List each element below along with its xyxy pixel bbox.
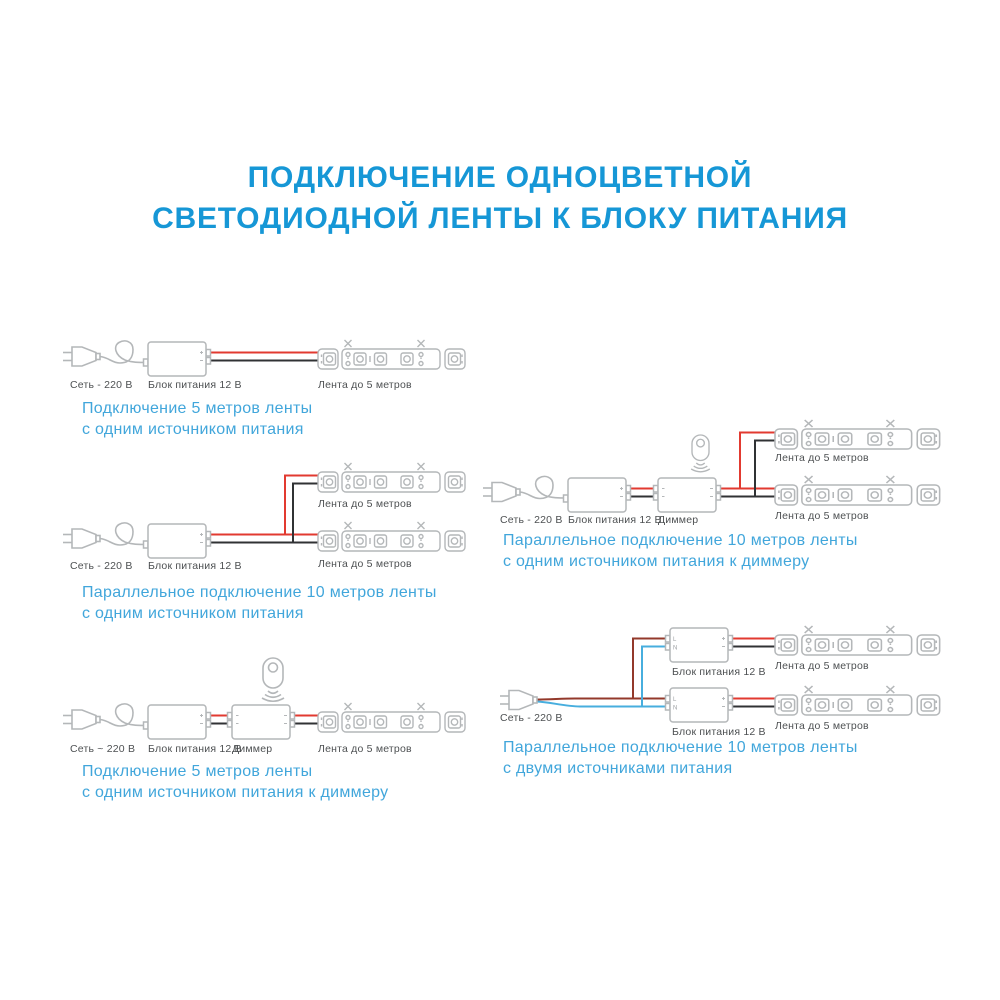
dimmer-box [654,478,721,512]
mains-label: Сеть ~ 220 В [70,743,136,755]
strip-label-bottom: Лента до 5 метров [318,558,412,570]
psu-box [144,342,211,376]
strip-label-bottom: Лента до 5 метров [775,510,869,522]
diagram-caption: Параллельное подключение 10 метров ленты с двумя источниками питания [503,739,858,777]
remote-icon [691,435,710,472]
diagram-3-graphic [60,660,490,752]
psu-box [144,524,211,558]
remote-icon [262,658,284,701]
strip-label-top: Лента до 5 метров [775,452,869,464]
led-strip-top [775,626,940,655]
diagram-2-parallel-one-psu [60,455,490,630]
page-title-line2: СВЕТОДИОДНОЙ ЛЕНТЫ К БЛОКУ ПИТАНИЯ [152,202,848,235]
plug-icon [63,523,148,548]
led-strip [318,703,465,732]
diagram-4-graphic [480,415,960,525]
page-title [0,157,1000,239]
diagram-caption: Подключение 5 метров ленты с одним источником питания к диммеру [82,763,389,801]
led-strip-bottom [318,522,465,551]
led-strip-bottom [775,686,940,715]
strip-label-bottom: Лента до 5 метров [775,720,869,732]
wire-brown [537,639,666,700]
strip-label: Лента до 5 метров [318,379,412,391]
psu-box [564,478,631,512]
dimmer-label: Диммер [658,514,699,526]
psu-box-bottom [666,688,733,722]
dimmer-label: Диммер [232,743,273,755]
diagram-1-single-strip [60,330,490,450]
strip-label-top: Лента до 5 метров [318,498,412,510]
led-strip [318,340,465,369]
diagram-5-two-psu [480,615,960,785]
led-strip-top [318,463,465,492]
dimmer-box [228,705,295,739]
diagram-2-graphic [60,455,490,567]
psu-box [144,705,211,739]
psu-label-top: Блок питания 12 В [672,666,766,678]
strip-label: Лента до 5 метров [318,743,412,755]
psu-label: Блок питания 12 В [148,560,242,572]
psu-label: Блок питания 12 В [568,514,662,526]
led-strip-top [775,420,940,449]
plug-icon [483,476,568,501]
diagram-caption: Подключение 5 метров ленты с одним источником питания [82,400,313,438]
diagram-caption: Параллельное подключение 10 метров ленты с одним источником питания к диммеру [503,532,858,570]
mains-label: Сеть - 220 В [500,514,563,526]
plug-icon [500,691,537,710]
strip-label-top: Лента до 5 метров [775,660,869,672]
plug-icon [63,341,148,366]
mains-label: Сеть - 220 В [500,712,563,724]
page-title-line1: ПОДКЛЮЧЕНИЕ ОДНОЦВЕТНОЙ [247,161,753,194]
diagram-caption: Параллельное подключение 10 метров ленты с одним источником питания [82,584,437,622]
psu-label: Блок питания 12 В [148,743,242,755]
led-strip-bottom [775,476,940,505]
diagram-3-dimmer [60,660,490,810]
mains-label: Сеть - 220 В [70,379,133,391]
mains-label: Сеть - 220 В [70,560,133,572]
diagram-4-parallel-dimmer [480,415,960,575]
psu-box-top [666,628,733,662]
plug-icon [63,704,148,729]
psu-label: Блок питания 12 В [148,379,242,391]
psu-label-bottom: Блок питания 12 В [672,726,766,738]
